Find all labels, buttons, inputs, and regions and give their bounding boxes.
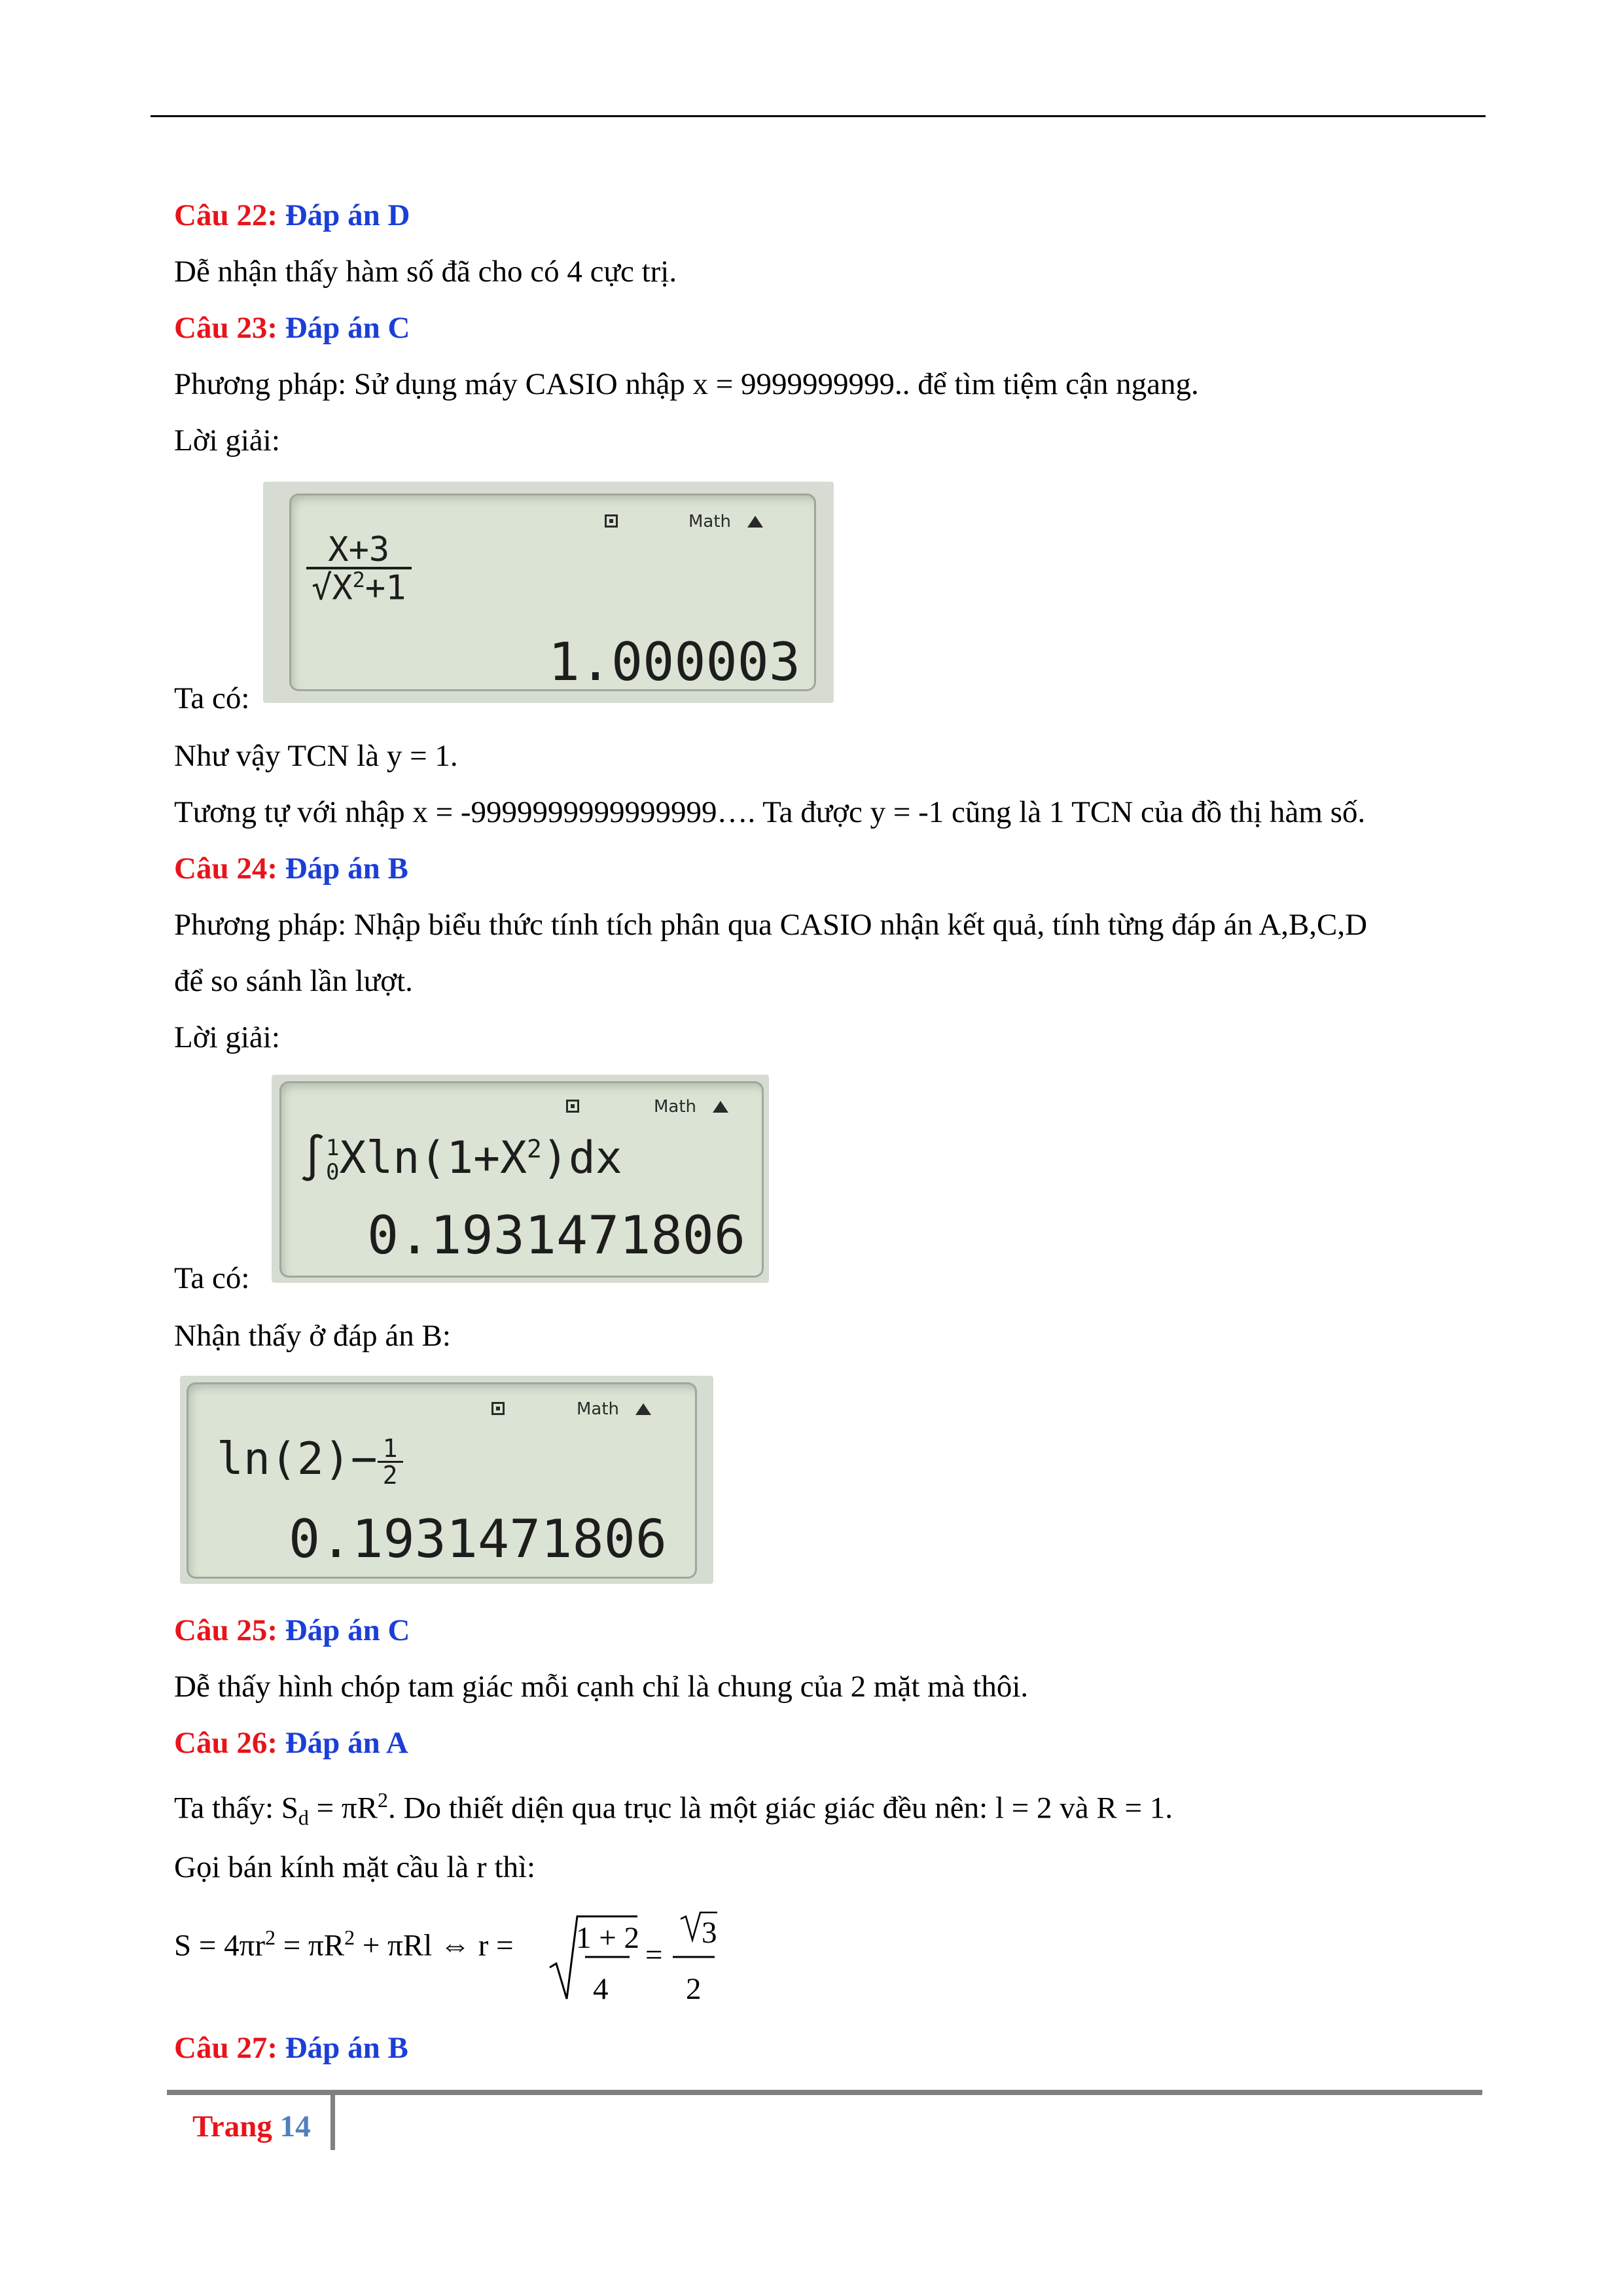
q23-line-1: Như vậy TCN là y = 1. (174, 739, 458, 773)
answer-key: Đáp án C (285, 311, 410, 345)
question-23-heading (174, 313, 410, 344)
q22-text: Dễ nhận thấy hàm số đã cho có 4 cực trị. (174, 255, 677, 289)
q24-notice: Nhận thấy ở đáp án B: (174, 1319, 451, 1353)
up-arrow-indicator-icon (747, 516, 763, 528)
q23-ta-co: Ta có: (174, 681, 250, 715)
footer-rule (167, 2090, 1482, 2095)
fraction-1-numerator: 1 + 2 (576, 1921, 640, 1955)
question-number: Câu 25: (174, 1613, 277, 1647)
calculator-screenshot-1 (263, 482, 834, 703)
math-mode-indicator: Math (654, 1097, 697, 1117)
fraction-1-denominator: 4 (593, 1972, 609, 2006)
q24-ta-co: Ta có: (174, 1261, 250, 1295)
q24-method-1: Phương pháp: Nhập biểu thức tính tích phân qua CASIO nhận kết quả, tính từng đáp án A,B,C,D (174, 908, 1368, 942)
expression-denominator: $√X^2+1$ (306, 567, 412, 605)
question-27-heading (174, 2033, 408, 2064)
question-26-heading (174, 1728, 408, 1759)
q26-line-2: Gọi bán kính mặt cầu là r thì: (174, 1850, 536, 1884)
q23-method: Phương pháp: Sử dụng máy CASIO nhập x = 9999999999.. để tìm tiệm cận ngang. (174, 367, 1199, 401)
question-22-heading (174, 200, 410, 231)
shift-indicator-icon (491, 1402, 505, 1415)
question-number: Câu 23: (174, 311, 277, 345)
expression-numerator: X+3 (328, 530, 390, 569)
answer-key: Đáp án C (285, 1613, 410, 1647)
header-rule (151, 115, 1486, 117)
calculator-screenshot-2 (272, 1075, 769, 1283)
lcd-result: 0.1931471806 (367, 1205, 745, 1266)
footer-divider (330, 2090, 335, 2150)
q23-line-2: Tương tự với nhập x = -9999999999999999…. Ta được y = -1 cũng là 1 TCN của đồ thị hàm số. (174, 795, 1366, 829)
lcd-result: 1.000003 (548, 632, 800, 692)
q26-equation: $S = 4\pi r^2 = \pi R^2 + \pi Rl$ ⇔ r = (174, 1926, 514, 1963)
q24-method-2: để so sánh lần lượt. (174, 964, 413, 998)
q25-text: Dễ thấy hình chóp tam giác mỗi cạnh chỉ là chung của 2 mặt mà thôi. (174, 1670, 1029, 1704)
q26-line-1: Ta thấy: $S_d = \pi R^2$. Do thiết diện qua trục là một giác giác đều nên: l = 2 và R = 1. (174, 1788, 1173, 1830)
question-number: Câu 27: (174, 2031, 277, 2065)
up-arrow-indicator-icon (713, 1101, 728, 1113)
question-25-heading (174, 1615, 410, 1646)
answer-key: Đáp án B (285, 2031, 408, 2065)
shift-indicator-icon (605, 514, 618, 528)
answer-key: Đáp án B (285, 852, 408, 886)
equals-sign: = (645, 1938, 663, 1972)
lcd-expression: ∫ 1 0 $Xln(1+X^2)dx$ (299, 1132, 622, 1186)
q23-solution-label: Lời giải: (174, 423, 280, 457)
question-number: Câu 22: (174, 198, 277, 232)
up-arrow-indicator-icon (635, 1403, 651, 1415)
question-number: Câu 24: (174, 852, 277, 886)
page-number: Trang 14 (192, 2109, 311, 2144)
lcd-result: 0.1931471806 (289, 1509, 667, 1570)
q24-solution-label: Lời giải: (174, 1020, 280, 1054)
fraction-2-denominator: 2 (686, 1972, 702, 2006)
fraction-2-numerator: 3 (702, 1916, 717, 1950)
lcd-expression: ln(2)− $\frac{1}{2}$ (217, 1436, 403, 1488)
math-mode-indicator: Math (688, 512, 732, 531)
answer-key: Đáp án A (285, 1726, 408, 1760)
question-24-heading (174, 853, 408, 884)
shift-indicator-icon (566, 1100, 579, 1113)
lcd-expression (306, 530, 412, 608)
question-number: Câu 26: (174, 1726, 277, 1760)
answer-key: Đáp án D (285, 198, 410, 232)
calculator-screenshot-3 (180, 1376, 713, 1584)
math-mode-indicator: Math (577, 1399, 620, 1419)
